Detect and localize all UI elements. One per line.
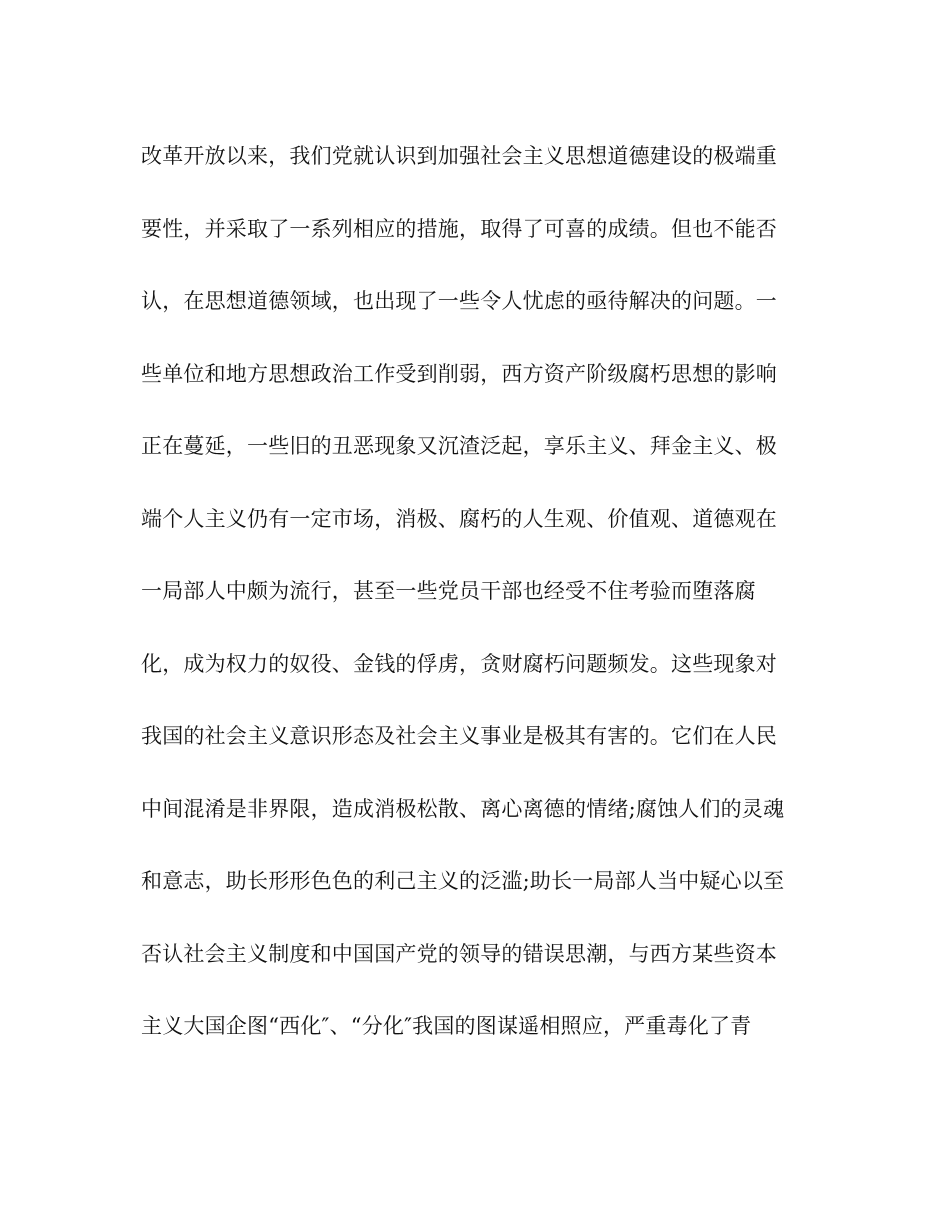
- text-line-11: 和意志，助长形形色色的利己主义的泛滥;助长一局部人当中疑心以至: [141, 869, 785, 893]
- text-line-7: 一局部人中颇为流行，甚至一些党员干部也经受不住考验而堕落腐: [141, 579, 756, 603]
- body-paragraph: [141, 134, 821, 1077]
- text-line-12: 否认社会主义制度和中国国产党的领导的错误思潮，与西方某些资本: [141, 941, 777, 966]
- text-line-13: 主义大国企图“西化″、“分化″我国的图谋遥相照应，严重毒化了青: [141, 1014, 752, 1038]
- text-line-5: 正在蔓延，一些旧的丑恶现象又沉渣泛起，享乐主义、拜金主义、极: [141, 434, 777, 458]
- text-line-1: 改革开放以来，我们党就认识到加强社会主义思想道德建设的极端重: [141, 144, 777, 168]
- text-line-10: 中间混淆是非界限，造成消极松散、离心离德的情绪;腐蚀人们的灵魂: [141, 796, 785, 821]
- text-line-6: 端个人主义仍有一定市场，消极、腐朽的人生观、价值观、道德观在: [141, 506, 777, 531]
- text-line-8: 化，成为权力的奴役、金钱的俘虏，贪财腐朽问题频发。这些现象对: [141, 651, 777, 676]
- text-line-4: 些单位和地方思想政治工作受到削弱，西方资产阶级腐朽思想的影响: [141, 361, 777, 386]
- text-line-9: 我国的社会主义意识形态及社会主义事业是极其有害的。它们在人民: [141, 724, 777, 748]
- text-line-3: 认，在思想道德领域，也出现了一些令人忧虑的亟待解决的问题。一: [141, 289, 777, 313]
- text-line-2: 要性，并采取了一系列相应的措施，取得了可喜的成绩。但也不能否: [141, 216, 777, 241]
